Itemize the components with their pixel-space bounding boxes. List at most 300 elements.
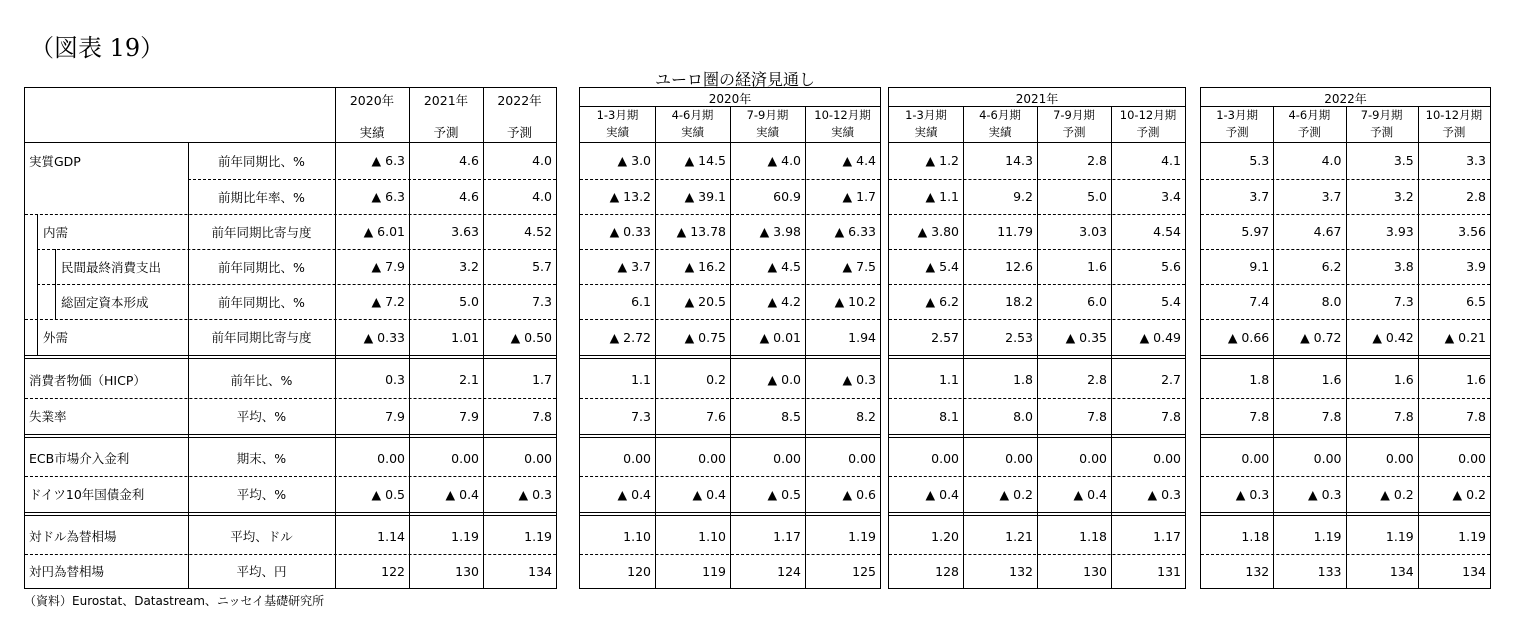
quarter-value-cell: 5.4 xyxy=(1161,294,1181,309)
quarter-value-cell: 1.21 xyxy=(1005,528,1033,544)
table-row xyxy=(580,284,880,319)
quarter-value-cell: 2.8 xyxy=(1087,372,1107,387)
table-row xyxy=(580,518,880,554)
quarter-value-cell: 14.3 xyxy=(1005,153,1033,168)
quarter-value-cell: 1.1 xyxy=(631,372,651,387)
row-unit: 前年比、% xyxy=(230,372,293,388)
annual-value-cell: 0.00 xyxy=(524,450,552,466)
row-unit: 期末、% xyxy=(236,451,287,466)
annual-value-cell: 5.0 xyxy=(459,294,479,309)
quarter-period-header: 10-12月期 xyxy=(1119,108,1177,122)
row-separator xyxy=(25,319,556,320)
annual-value-cell: 122 xyxy=(381,563,405,579)
table-row xyxy=(25,214,556,249)
section-separator xyxy=(1201,434,1490,438)
quarter-value-cell: 8.5 xyxy=(781,408,801,424)
table-row xyxy=(580,440,880,476)
quarter-value-cell: 7.8 xyxy=(1087,408,1107,424)
annual-value-cell: ▲ 7.9 xyxy=(371,259,405,274)
table-row xyxy=(889,284,1185,319)
section-separator xyxy=(889,355,1185,359)
quarter-period-header: 10-12月期 xyxy=(1425,108,1483,122)
quarter-value-cell: 128 xyxy=(935,563,959,579)
row-separator xyxy=(25,554,556,555)
annual-value-cell: 0.00 xyxy=(451,450,479,466)
quarter-value-cell: ▲ 3.80 xyxy=(917,224,959,239)
quarter-value-cell: ▲ 0.4 xyxy=(925,486,959,502)
quarter-value-cell: ▲ 4.2 xyxy=(767,294,801,309)
row-separator xyxy=(1201,214,1490,215)
quarter-value-cell: 132 xyxy=(1009,563,1033,579)
quarter-value-cell: 1.18 xyxy=(1079,528,1107,544)
quarter-value-cell: 3.7 xyxy=(1249,189,1270,204)
quarter-value-cell: ▲ 6.33 xyxy=(834,224,876,239)
table-row xyxy=(580,361,880,398)
row-label: ECB市場介入金利 xyxy=(29,451,130,466)
section-separator xyxy=(580,355,880,359)
row-separator xyxy=(1201,398,1490,399)
row-separator xyxy=(889,319,1185,320)
quarter-period-header: 1-3月期 xyxy=(905,108,947,122)
table-row xyxy=(1201,319,1490,355)
quarter-value-cell: 3.2 xyxy=(1393,189,1414,204)
annual-value-cell: ▲ 0.4 xyxy=(445,486,479,502)
annual-value-cell: 1.19 xyxy=(451,528,479,544)
row-label: 失業率 xyxy=(29,409,67,424)
quarter-value-cell: 3.7 xyxy=(1321,189,1342,204)
quarter-value-cell: 1.19 xyxy=(1385,528,1414,544)
quarter-value-cell: 3.9 xyxy=(1466,259,1486,274)
quarter-year-header: 2021年 xyxy=(1015,92,1059,106)
row-label: 内需 xyxy=(43,224,69,240)
quarter-value-cell: 124 xyxy=(777,563,801,579)
row-separator xyxy=(188,179,556,180)
row-separator xyxy=(889,554,1185,555)
row-label: 対円為替相場 xyxy=(29,564,105,579)
annual-value-cell: 0.00 xyxy=(377,450,405,466)
quarter-value-cell: 4.0 xyxy=(1321,153,1342,168)
quarter-value-cell: 3.4 xyxy=(1161,189,1181,204)
annual-table xyxy=(24,87,557,589)
row-unit: 平均、% xyxy=(236,409,287,424)
quarter-value-cell: 8.0 xyxy=(1013,408,1033,424)
table-row xyxy=(1201,398,1490,434)
quarter-type-header: 予測 xyxy=(1136,125,1160,139)
annual-value-cell: 4.0 xyxy=(532,189,552,204)
quarter-value-cell: ▲ 1.7 xyxy=(842,189,876,204)
quarter-value-cell: ▲ 39.1 xyxy=(684,189,726,204)
quarter-value-cell: ▲ 4.5 xyxy=(767,259,801,274)
quarter-value-cell: 7.8 xyxy=(1321,408,1342,424)
section-separator xyxy=(25,512,556,516)
annual-value-cell: ▲ 0.5 xyxy=(371,486,405,502)
quarter-value-cell: ▲ 0.49 xyxy=(1139,329,1181,345)
quarter-value-cell: 1.6 xyxy=(1321,372,1342,387)
section-separator xyxy=(889,512,1185,516)
row-separator xyxy=(580,214,880,215)
annual-value-cell: ▲ 0.33 xyxy=(363,329,405,345)
table-row xyxy=(889,554,1185,588)
table-row xyxy=(1201,440,1490,476)
quarter-value-cell: ▲ 6.2 xyxy=(925,294,959,309)
quarter-type-header: 実績 xyxy=(606,125,629,139)
quarter-value-cell: 0.00 xyxy=(1241,450,1270,466)
quarter-year-header: 2022年 xyxy=(1324,92,1367,106)
quarter-value-cell: 1.17 xyxy=(1153,528,1181,544)
quarter-value-cell: 12.6 xyxy=(1005,259,1033,274)
annual-year-header: 2021年 xyxy=(423,93,469,108)
section-separator xyxy=(1201,512,1490,516)
table-row xyxy=(889,142,1185,179)
quarter-value-cell: 0.00 xyxy=(931,450,959,466)
quarter-value-cell: 6.0 xyxy=(1087,294,1107,309)
quarter-value-cell: 2.57 xyxy=(931,329,959,345)
row-unit: 前年同期比寄与度 xyxy=(211,330,312,345)
row-unit: 平均、% xyxy=(236,487,287,502)
quarter-value-cell: ▲ 3.0 xyxy=(617,153,651,168)
annual-value-cell: ▲ 6.01 xyxy=(363,224,405,239)
source-note: （資料）Eurostat、Datastream、ニッセイ基礎研究所 xyxy=(24,594,325,608)
row-separator xyxy=(37,284,556,285)
quarter-value-cell: 1.6 xyxy=(1087,259,1107,274)
row-label: 総固定資本形成 xyxy=(61,294,149,310)
quarter-type-header: 実績 xyxy=(914,125,938,139)
quarter-value-cell: ▲ 0.42 xyxy=(1372,329,1414,345)
quarter-value-cell: 7.3 xyxy=(631,408,651,424)
row-separator xyxy=(25,214,556,215)
quarter-period-header: 1-3月期 xyxy=(596,108,639,122)
quarter-value-cell: 2.53 xyxy=(1005,329,1033,345)
quarter-value-cell: ▲ 13.78 xyxy=(676,224,726,239)
quarter-value-cell: ▲ 7.5 xyxy=(842,259,876,274)
row-separator xyxy=(889,476,1185,477)
table-row xyxy=(889,440,1185,476)
quarter-value-cell: 1.19 xyxy=(848,528,876,544)
quarter-value-cell: ▲ 5.4 xyxy=(925,259,959,274)
annual-value-cell: 3.2 xyxy=(459,259,479,274)
row-unit: 前年同期比、% xyxy=(218,294,305,310)
annual-value-cell: 0.3 xyxy=(385,372,405,387)
quarter-value-cell: 7.3 xyxy=(1393,294,1414,309)
quarter-period-header: 7-9月期 xyxy=(746,108,789,122)
quarter-period-header: 7-9月期 xyxy=(1053,108,1095,122)
quarter-value-cell: 0.00 xyxy=(623,450,651,466)
quarter-value-cell: 2.8 xyxy=(1087,153,1107,168)
table-row xyxy=(1201,554,1490,588)
table-row xyxy=(580,554,880,588)
table-row xyxy=(580,214,880,249)
quarter-value-cell: 7.6 xyxy=(706,408,726,424)
quarter-value-cell: ▲ 20.5 xyxy=(684,294,726,309)
quarter-value-cell: 132 xyxy=(1245,563,1270,579)
table-row xyxy=(580,398,880,434)
quarter-value-cell: ▲ 0.75 xyxy=(684,329,726,345)
quarter-type-header: 実績 xyxy=(988,125,1012,139)
quarter-type-header: 実績 xyxy=(831,125,854,139)
table-row xyxy=(25,440,556,476)
quarter-value-cell: 125 xyxy=(852,563,876,579)
row-separator xyxy=(889,284,1185,285)
row-unit: 平均、円 xyxy=(236,564,287,579)
row-separator xyxy=(1201,476,1490,477)
row-separator xyxy=(1201,319,1490,320)
quarter-value-cell: 1.19 xyxy=(1458,528,1486,544)
quarter-value-cell: 0.00 xyxy=(1313,450,1342,466)
annual-value-cell: 1.01 xyxy=(451,329,479,345)
row-unit: 前年同期比、% xyxy=(218,153,305,169)
annual-value-cell: ▲ 6.3 xyxy=(371,153,405,168)
quarter-value-cell: 8.1 xyxy=(939,408,959,424)
quarter-value-cell: 7.8 xyxy=(1249,408,1270,424)
quarter-value-cell: ▲ 0.6 xyxy=(842,486,876,502)
annual-value-cell: 5.7 xyxy=(532,259,552,274)
table-row xyxy=(580,249,880,284)
annual-value-cell: 7.8 xyxy=(532,408,552,424)
table-row xyxy=(1201,518,1490,554)
quarter-value-cell: ▲ 1.1 xyxy=(925,189,959,204)
table-row xyxy=(889,398,1185,434)
annual-value-cell: 130 xyxy=(455,563,479,579)
quarter-period-header: 7-9月期 xyxy=(1360,108,1403,122)
table-row xyxy=(889,319,1185,355)
annual-value-cell: ▲ 6.3 xyxy=(371,189,405,204)
table-row xyxy=(1201,361,1490,398)
quarter-value-cell: 0.00 xyxy=(1079,450,1107,466)
table-row xyxy=(1201,142,1490,179)
quarter-type-header: 実績 xyxy=(681,125,704,139)
quarter-value-cell: 11.79 xyxy=(997,224,1033,239)
annual-value-cell: 4.6 xyxy=(459,189,479,204)
row-separator xyxy=(580,249,880,250)
quarter-value-cell: 0.00 xyxy=(773,450,801,466)
row-unit: 平均、ドル xyxy=(230,529,293,544)
quarter-value-cell: ▲ 0.3 xyxy=(1235,486,1270,502)
table-row xyxy=(1201,179,1490,214)
quarter-value-cell: 0.00 xyxy=(1385,450,1414,466)
row-label: 消費者物価（HICP） xyxy=(29,372,146,388)
quarter-value-cell: 5.0 xyxy=(1087,189,1107,204)
table-row xyxy=(1201,476,1490,512)
annual-value-cell: 134 xyxy=(528,563,552,579)
annual-type-header: 予測 xyxy=(506,125,532,140)
table-title: ユーロ圏の経済見通し xyxy=(655,70,816,89)
quarter-value-cell: ▲ 0.72 xyxy=(1300,329,1342,345)
table-row xyxy=(889,361,1185,398)
quarter-value-cell: 1.10 xyxy=(698,528,726,544)
quarter-value-cell: 0.00 xyxy=(1153,450,1181,466)
annual-value-cell: 7.3 xyxy=(532,294,552,309)
quarter-value-cell: 1.1 xyxy=(939,372,959,387)
annual-value-cell: 3.63 xyxy=(451,224,479,239)
table-row xyxy=(889,214,1185,249)
quarter-value-cell: ▲ 0.3 xyxy=(842,372,876,387)
quarter-value-cell: 3.56 xyxy=(1458,224,1486,239)
quarter-value-cell: 133 xyxy=(1317,563,1342,579)
quarterly-table-2021 xyxy=(888,87,1186,589)
quarter-value-cell: 7.8 xyxy=(1466,408,1486,424)
quarter-value-cell: ▲ 3.7 xyxy=(617,259,651,274)
quarter-value-cell: 3.3 xyxy=(1466,153,1486,168)
quarterly-table-2022 xyxy=(1200,87,1491,589)
annual-type-header: 予測 xyxy=(433,125,459,140)
row-separator xyxy=(1201,554,1490,555)
quarter-value-cell: 6.2 xyxy=(1321,259,1342,274)
quarter-value-cell: 3.5 xyxy=(1393,153,1414,168)
row-label: 外需 xyxy=(43,330,69,345)
row-label: 対ドル為替相場 xyxy=(29,529,117,544)
quarter-value-cell: 3.03 xyxy=(1079,224,1107,239)
quarter-value-cell: ▲ 0.2 xyxy=(999,486,1033,502)
quarter-period-header: 4-6月期 xyxy=(671,108,714,122)
quarter-value-cell: ▲ 0.4 xyxy=(1073,486,1107,502)
row-unit: 前年同期比寄与度 xyxy=(211,224,312,240)
figure-label: （図表 19） xyxy=(30,34,165,62)
quarter-value-cell: ▲ 0.0 xyxy=(767,372,801,387)
quarter-value-cell: 8.0 xyxy=(1321,294,1342,309)
quarter-value-cell: 0.00 xyxy=(1458,450,1486,466)
row-separator xyxy=(25,476,556,477)
row-separator xyxy=(1201,249,1490,250)
table-row xyxy=(580,142,880,179)
quarter-value-cell: 60.9 xyxy=(773,189,801,204)
row-separator xyxy=(1201,179,1490,180)
table-row xyxy=(1201,284,1490,319)
row-separator xyxy=(580,398,880,399)
quarter-type-header: 予測 xyxy=(1062,125,1086,139)
table-row xyxy=(25,398,556,434)
table-row xyxy=(889,179,1185,214)
table-row xyxy=(1201,214,1490,249)
table-row xyxy=(25,142,556,179)
quarter-value-cell: 2.7 xyxy=(1161,372,1181,387)
annual-value-cell: ▲ 0.50 xyxy=(510,329,552,345)
annual-value-cell: 4.0 xyxy=(532,153,552,168)
annual-year-header: 2022年 xyxy=(497,93,542,108)
row-unit: 前期比年率、% xyxy=(218,189,305,205)
row-label: 実質GDP xyxy=(29,153,81,169)
annual-year-header: 2020年 xyxy=(349,93,395,108)
quarter-value-cell: 1.10 xyxy=(623,528,651,544)
row-separator xyxy=(889,214,1185,215)
row-separator xyxy=(37,249,556,250)
section-separator xyxy=(25,355,556,359)
quarter-value-cell: 4.1 xyxy=(1161,153,1181,168)
quarter-value-cell: ▲ 0.4 xyxy=(692,486,726,502)
quarter-value-cell: 1.17 xyxy=(773,528,801,544)
section-separator xyxy=(889,434,1185,438)
quarter-value-cell: 0.00 xyxy=(1005,450,1033,466)
quarter-value-cell: 0.00 xyxy=(848,450,876,466)
row-label: ドイツ10年国債金利 xyxy=(29,487,145,502)
quarter-value-cell: ▲ 16.2 xyxy=(684,259,726,274)
quarter-value-cell: ▲ 13.2 xyxy=(609,189,651,204)
quarter-type-header: 実績 xyxy=(756,125,779,139)
quarter-period-header: 4-6月期 xyxy=(1288,108,1331,122)
quarter-value-cell: ▲ 14.5 xyxy=(684,153,726,168)
quarter-value-cell: ▲ 0.33 xyxy=(609,224,651,239)
quarter-value-cell: 4.67 xyxy=(1313,224,1342,239)
quarter-type-header: 予測 xyxy=(1297,125,1321,139)
quarter-value-cell: 4.54 xyxy=(1153,224,1181,239)
quarter-period-header: 10-12月期 xyxy=(814,108,871,122)
row-separator xyxy=(580,284,880,285)
quarterly-table-2020 xyxy=(579,87,881,589)
annual-value-cell: 1.7 xyxy=(532,372,552,387)
table-row xyxy=(889,249,1185,284)
quarter-value-cell: 1.94 xyxy=(848,329,876,345)
quarter-year-header: 2020年 xyxy=(708,92,752,106)
table-row xyxy=(25,518,556,554)
quarter-value-cell: ▲ 4.4 xyxy=(842,153,876,168)
quarter-value-cell: ▲ 0.3 xyxy=(1147,486,1181,502)
table-row xyxy=(889,476,1185,512)
quarter-value-cell: ▲ 0.2 xyxy=(1452,486,1486,502)
quarter-value-cell: 5.97 xyxy=(1241,224,1270,239)
annual-value-cell: ▲ 0.3 xyxy=(518,486,552,502)
quarter-value-cell: 5.6 xyxy=(1161,259,1181,274)
row-unit: 前年同期比、% xyxy=(218,259,305,275)
section-separator xyxy=(1201,355,1490,359)
row-separator xyxy=(889,179,1185,180)
quarter-value-cell: ▲ 10.2 xyxy=(834,294,876,309)
quarter-value-cell: 1.8 xyxy=(1249,372,1270,387)
quarter-period-header: 4-6月期 xyxy=(979,108,1021,122)
quarter-type-header: 予測 xyxy=(1442,125,1466,139)
quarter-value-cell: 9.1 xyxy=(1249,259,1270,274)
quarter-value-cell: ▲ 2.72 xyxy=(609,329,651,345)
row-separator xyxy=(889,398,1185,399)
table-row xyxy=(25,249,556,284)
quarter-value-cell: ▲ 0.4 xyxy=(617,486,651,502)
section-separator xyxy=(580,434,880,438)
quarter-value-cell: ▲ 0.66 xyxy=(1227,329,1270,345)
annual-value-cell: 4.52 xyxy=(524,224,552,239)
quarter-value-cell: 9.2 xyxy=(1013,189,1033,204)
quarter-value-cell: ▲ 0.2 xyxy=(1380,486,1414,502)
row-separator xyxy=(580,319,880,320)
quarter-type-header: 予測 xyxy=(1225,125,1249,139)
annual-value-cell: 7.9 xyxy=(459,408,479,424)
quarter-value-cell: ▲ 0.21 xyxy=(1444,329,1486,345)
quarter-value-cell: 130 xyxy=(1083,563,1107,579)
quarter-value-cell: 1.19 xyxy=(1313,528,1342,544)
row-separator xyxy=(889,249,1185,250)
table-row xyxy=(1201,249,1490,284)
row-label: 民間最終消費支出 xyxy=(61,259,162,275)
annual-value-cell: 4.6 xyxy=(459,153,479,168)
quarter-value-cell: 1.6 xyxy=(1466,372,1486,387)
table-row xyxy=(889,518,1185,554)
quarter-value-cell: 131 xyxy=(1157,563,1181,579)
quarter-value-cell: ▲ 3.98 xyxy=(759,224,801,239)
table-row xyxy=(25,361,556,398)
quarter-value-cell: 134 xyxy=(1389,563,1414,579)
row-separator xyxy=(580,179,880,180)
quarter-period-header: 1-3月期 xyxy=(1216,108,1259,122)
table-row xyxy=(25,476,556,512)
quarter-value-cell: 6.5 xyxy=(1466,294,1486,309)
section-separator xyxy=(580,512,880,516)
quarter-value-cell: 120 xyxy=(627,563,651,579)
row-separator xyxy=(580,476,880,477)
table-row xyxy=(25,179,556,214)
table-row xyxy=(580,476,880,512)
table-row xyxy=(25,554,556,588)
quarter-value-cell: ▲ 0.5 xyxy=(767,486,801,502)
annual-value-cell: ▲ 7.2 xyxy=(371,294,405,309)
quarter-value-cell: 5.3 xyxy=(1249,153,1270,168)
quarter-value-cell: 6.1 xyxy=(631,294,651,309)
